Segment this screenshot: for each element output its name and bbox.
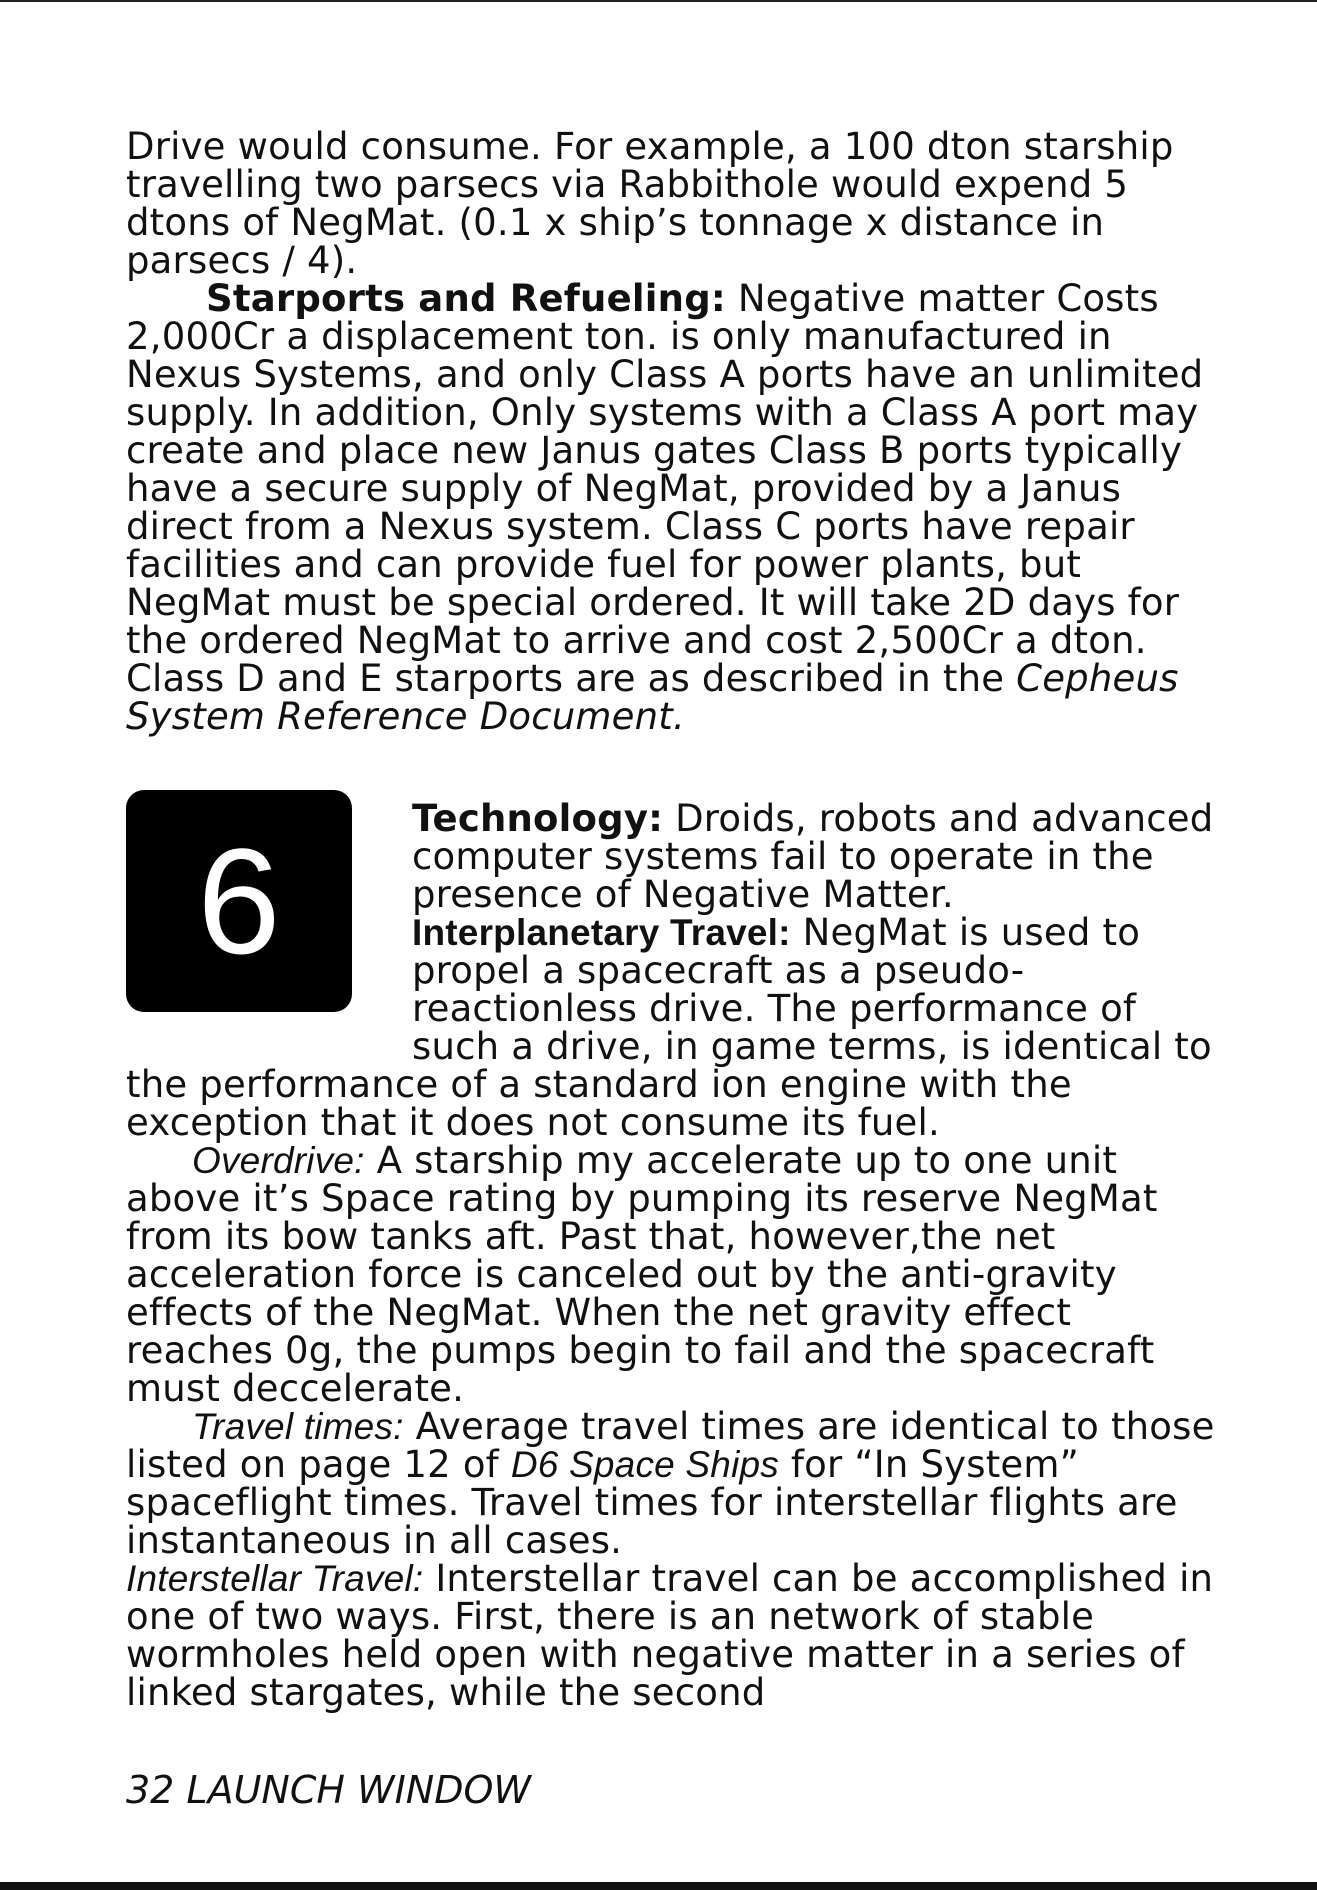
interplanetary-heading: Interplanetary Travel: — [412, 912, 791, 953]
interstellar-body: Interstellar travel can be accomplished in one of two ways. First, there is an network of stable wormholes held open with negative matter in a series of linked stargates, while the second — [126, 1557, 1214, 1714]
top-border — [0, 0, 1317, 2]
starports-reference: Cepheus System Reference Document. — [126, 657, 1179, 738]
travel-times-body-1: Average travel times are identical to those listed on page 12 of — [126, 1405, 1215, 1486]
bottom-border — [0, 1882, 1317, 1890]
overdrive-body: A starship my accelerate up to one unit above it’s Space rating by pumping its reserve NegMat from its bow tanks aft. Past that, however,the net acceleration force is canceled out by the anti-gravity effects of the NegMat. When the net gravity effect reaches 0g, the pumps begin to fail and the spacecraft must deccelerate. — [126, 1139, 1158, 1410]
interstellar-heading: Interstellar Travel: — [126, 1558, 424, 1599]
starports-paragraph — [126, 277, 1216, 738]
intro-paragraph: Drive would consume. For example, a 100 dton starship travelling two parsecs via Rabbithole would expend 5 dtons of NegMat. (0.1 x ship’s tonnage x distance in parsecs / 4). — [126, 125, 1174, 282]
section-starports — [126, 125, 1216, 738]
starports-body: Negative matter Costs 2,000Cr a displacement ton. is only manufactured in Nexus Systems, and only Class A ports have an unlimited supply. In addition, Only systems with a Class A port may create and place new Janus gates Class B ports typically have a secure supply of NegMat, provided by a Janus direct from a Nexus system. Class C ports have repair facilities and can provide fuel for power plants, but NegMat must be special ordered. It will take 2D days for the ordered NegMat to arrive and cost 2,500Cr a dton. Class D and E starports are as described in the — [126, 277, 1204, 700]
interplanetary-body: NegMat is used to propel a spacecraft as a pseudo-reactionless drive. The performance of such a drive, in game terms, is identical to the performance of a standard ion engine with the exception that it does not consume its fuel. — [126, 911, 1212, 1144]
travel-times-body-2: for “In System” spaceflight times. Travel times for interstellar flights are instantaneous in all cases. — [126, 1443, 1178, 1562]
overdrive-heading: Overdrive: — [192, 1140, 365, 1181]
section-technology — [126, 797, 1216, 1714]
travel-times-heading: Travel times: — [192, 1406, 404, 1447]
overdrive-paragraph — [126, 1139, 1216, 1410]
interstellar-paragraph — [126, 1557, 1216, 1714]
starports-heading: Starports and Refueling: — [206, 277, 726, 320]
travel-times-reference: D6 Space Ships — [510, 1444, 779, 1485]
technology-heading: Technology: — [412, 797, 664, 840]
page-footer: 32 LAUNCH WINDOW — [126, 1768, 531, 1812]
technology-body: Droids, robots and advanced computer systems fail to operate in the presence of Negative Matter. — [412, 797, 1214, 916]
travel-times-paragraph — [126, 1405, 1216, 1562]
chapter-number: 6 — [197, 817, 281, 985]
chapter-number-badge — [126, 790, 352, 1012]
